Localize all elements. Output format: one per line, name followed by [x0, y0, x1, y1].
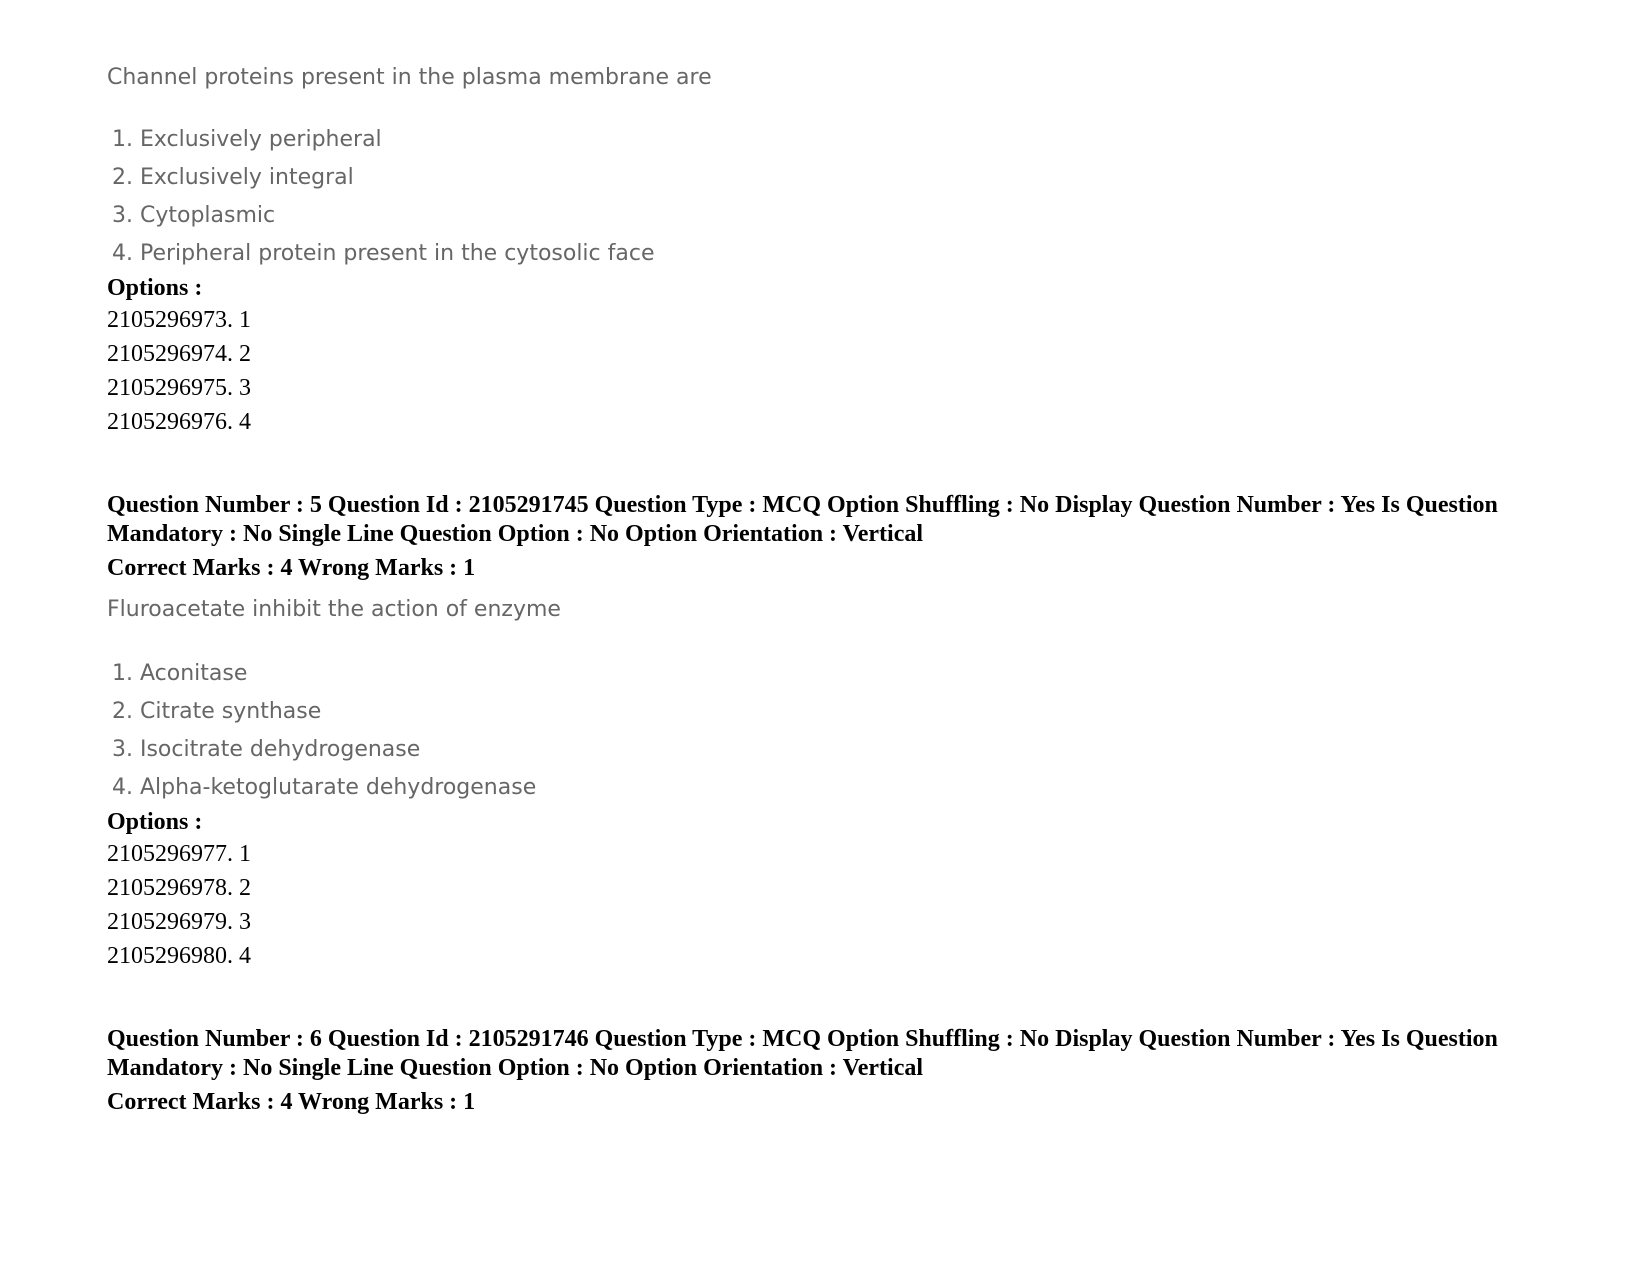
choice-item: 2. Exclusively integral	[112, 165, 354, 190]
question-4-block	[107, 67, 712, 89]
option-line: 2105296980. 4	[107, 943, 251, 969]
question-meta: Question Number : 5 Question Id : 2105291745 Question Type : MCQ Option Shuffling : No Display Question Number : Yes Is Question Mandatory : No Single Line Question Option : No Option Orientation : Vertical	[107, 492, 1498, 547]
option-line: 2105296975. 3	[107, 375, 251, 401]
option-line: 2105296973. 1	[107, 307, 251, 333]
question-5-choices	[107, 655, 536, 807]
question-5-block	[107, 599, 561, 621]
question-5-header	[107, 491, 1587, 583]
choice-item: 1. Exclusively peripheral	[112, 127, 382, 152]
options-label: Options :	[107, 809, 203, 835]
choice-item: 3. Cytoplasmic	[112, 203, 276, 228]
option-line: 2105296974. 2	[107, 341, 251, 367]
question-6-header	[107, 1025, 1587, 1117]
options-label: Options :	[107, 275, 203, 301]
question-marks: Correct Marks : 4 Wrong Marks : 1	[107, 555, 476, 581]
question-text: Fluroacetate inhibit the action of enzyme	[107, 597, 561, 622]
choice-item: 4. Peripheral protein present in the cytosolic face	[112, 241, 655, 266]
choice-item: 1. Aconitase	[112, 661, 248, 686]
option-line: 2105296977. 1	[107, 841, 251, 867]
option-line: 2105296978. 2	[107, 875, 251, 901]
question-text: Channel proteins present in the plasma membrane are	[107, 65, 712, 90]
choice-item: 2. Citrate synthase	[112, 699, 322, 724]
choice-item: 3. Isocitrate dehydrogenase	[112, 737, 421, 762]
question-5-options	[107, 808, 251, 973]
option-line: 2105296976. 4	[107, 409, 251, 435]
option-line: 2105296979. 3	[107, 909, 251, 935]
question-marks: Correct Marks : 4 Wrong Marks : 1	[107, 1089, 476, 1115]
question-meta: Question Number : 6 Question Id : 2105291746 Question Type : MCQ Option Shuffling : No Display Question Number : Yes Is Question Mandatory : No Single Line Question Option : No Option Orientation : Vertical	[107, 1026, 1498, 1081]
question-4-options	[107, 274, 251, 439]
choice-item: 4. Alpha-ketoglutarate dehydrogenase	[112, 775, 537, 800]
question-4-choices	[107, 121, 655, 273]
